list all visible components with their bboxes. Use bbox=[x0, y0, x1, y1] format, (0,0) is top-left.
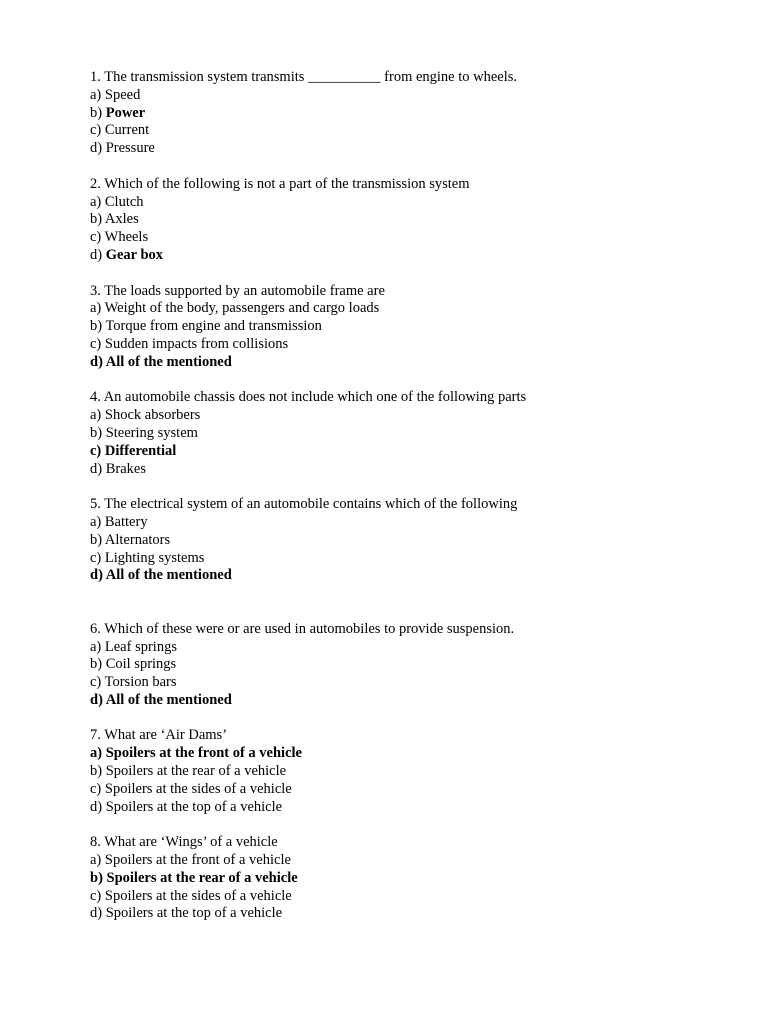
option-c-correct-answer: c) Differential bbox=[90, 442, 177, 459]
question-prompt: 3. The loads supported by an automobile frame are bbox=[90, 282, 385, 299]
question-3 bbox=[90, 283, 730, 372]
question-prompt: 8. What are ‘Wings’ of a vehicle bbox=[90, 834, 278, 851]
option-a: a) Weight of the body, passengers and cargo loads bbox=[90, 300, 380, 317]
option-b: b) Steering system bbox=[90, 424, 198, 441]
question-4 bbox=[90, 389, 730, 478]
option-d: d) Spoilers at the top of a vehicle bbox=[90, 798, 283, 815]
option-c: c) Wheels bbox=[90, 229, 149, 246]
option-d: d) Spoilers at the top of a vehicle bbox=[90, 905, 283, 922]
option-c: c) Spoilers at the sides of a vehicle bbox=[90, 887, 292, 904]
correct-answer: Power bbox=[105, 104, 146, 121]
option-a: a) Clutch bbox=[90, 193, 144, 210]
option-a: a) Spoilers at the front of a vehicle bbox=[90, 852, 291, 869]
option-d-correct-answer: d) All of the mentioned bbox=[90, 567, 232, 584]
question-7 bbox=[90, 727, 730, 816]
option-a: a) Leaf springs bbox=[90, 638, 177, 655]
option-label: b) bbox=[90, 104, 106, 121]
option-c: c) Spoilers at the sides of a vehicle bbox=[90, 780, 292, 797]
question-prompt: 2. Which of the following is not a part of the transmission system bbox=[90, 175, 470, 192]
question-prompt: 4. An automobile chassis does not include which one of the following parts bbox=[90, 389, 527, 406]
question-2 bbox=[90, 176, 730, 265]
question-prompt: 7. What are ‘Air Dams’ bbox=[90, 727, 228, 744]
option-d-correct-answer: d) All of the mentioned bbox=[90, 353, 232, 370]
question-1 bbox=[90, 69, 730, 158]
option-c: c) Current bbox=[90, 122, 150, 139]
option-d: d) Pressure bbox=[90, 140, 155, 157]
option-c: c) Torsion bars bbox=[90, 674, 177, 691]
option-b: b) Alternators bbox=[90, 531, 171, 548]
option-a: a) Battery bbox=[90, 513, 148, 530]
option-label: d) bbox=[90, 246, 106, 263]
option-b-correct-answer: b) Spoilers at the rear of a vehicle bbox=[90, 869, 298, 886]
option-a: a) Shock absorbers bbox=[90, 407, 201, 424]
question-8 bbox=[90, 834, 730, 923]
question-5 bbox=[90, 496, 730, 585]
option-b: b) Coil springs bbox=[90, 656, 177, 673]
question-list bbox=[90, 69, 730, 923]
question-6 bbox=[90, 621, 730, 710]
option-a: a) Speed bbox=[90, 86, 141, 103]
question-prompt: 1. The transmission system transmits __________ from engine to wheels. bbox=[90, 69, 518, 85]
option-b bbox=[90, 105, 730, 123]
question-prompt: 6. Which of these were or are used in automobiles to provide suspension. bbox=[90, 620, 515, 637]
option-b: b) Torque from engine and transmission bbox=[90, 318, 322, 335]
option-a-correct-answer: a) Spoilers at the front of a vehicle bbox=[90, 745, 302, 762]
option-d: d) Brakes bbox=[90, 460, 146, 477]
option-c: c) Lighting systems bbox=[90, 549, 205, 566]
option-d bbox=[90, 247, 730, 265]
option-b: b) Axles bbox=[90, 211, 139, 228]
option-c: c) Sudden impacts from collisions bbox=[90, 335, 289, 352]
correct-answer: Gear box bbox=[105, 246, 164, 263]
option-d-correct-answer: d) All of the mentioned bbox=[90, 691, 232, 708]
question-prompt: 5. The electrical system of an automobile contains which of the following bbox=[90, 496, 518, 513]
option-b: b) Spoilers at the rear of a vehicle bbox=[90, 763, 287, 780]
